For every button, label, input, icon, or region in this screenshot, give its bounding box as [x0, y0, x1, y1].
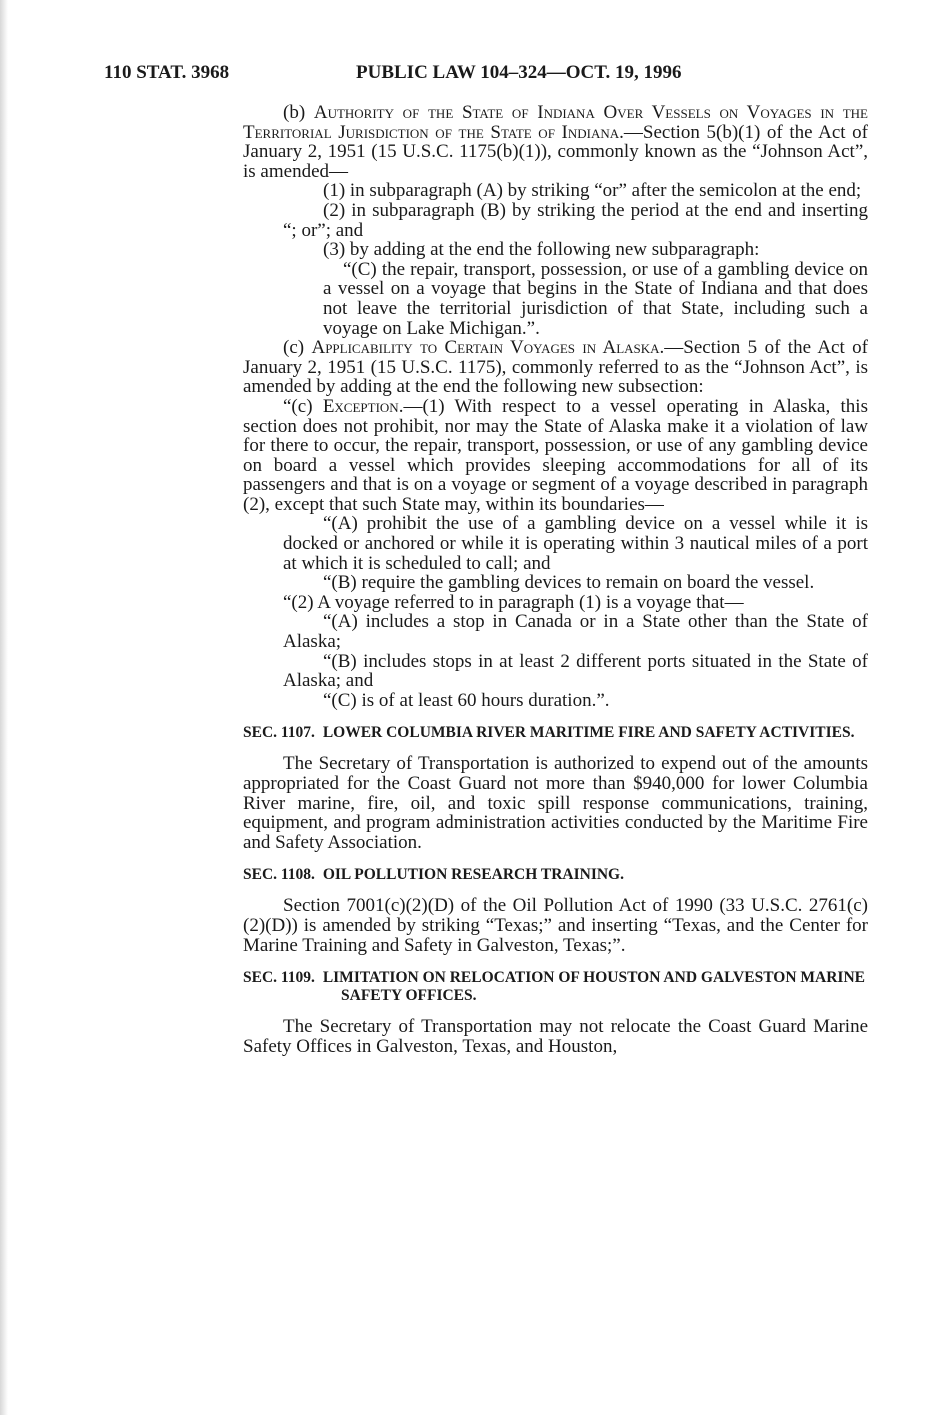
section-1108-number: SEC. 1108. — [243, 866, 315, 884]
section-1107-heading — [243, 724, 868, 742]
running-head — [104, 62, 864, 92]
exception-heading: Exception. — [322, 395, 404, 417]
section-1108-title: OIL POLLUTION RESEARCH TRAINING. — [322, 866, 624, 884]
subsection-c-exception — [243, 397, 868, 515]
public-law-citation: PUBLIC LAW 104–324—OCT. 19, 1996 — [356, 62, 682, 83]
clause-2A: “(A) includes a stop in Canada or in a State other than the State of Alaska; — [283, 611, 868, 653]
paragraph-c — [243, 338, 868, 397]
section-1109-title: LIMITATION ON RELOCATION OF HOUSTON AND GALVESTON MARINE SAFETY OFFICES. — [322, 969, 865, 1005]
paragraph-b3: (3) by adding at the end the following new subparagraph: — [323, 239, 760, 261]
paragraph-b1: (1) in subparagraph (A) by striking “or” after the semicolon at the end; — [323, 180, 862, 202]
paragraph-b-lead: (b) — [283, 102, 314, 123]
clause-1A: “(A) prohibit the use of a gambling device on a vessel while it is docked or anchored or while it is operating within 3 nautical miles of a port at which it is scheduled to call; and — [283, 513, 868, 574]
stat-page-number: 110 STAT. 3968 — [104, 62, 230, 83]
paragraph-c-heading: Applicability to Certain Voyages in Alaska. — [311, 337, 665, 359]
page-edge-shadow — [0, 0, 8, 1415]
section-1107-body: The Secretary of Transportation is authorized to expend out of the amounts appropriated for the Coast Guard not more than $940,000 for lower Columbia River marine, fire, oil, and toxic spill response communications, training, equipment, and program administration activities conducted by the Maritime Fire and Safety Association. — [243, 753, 868, 853]
section-1108-heading — [243, 866, 868, 884]
exception-text: —(1) With respect to a vessel operating in Alaska, this section does not prohibit, nor may the State of Alaska make it a violation of law for there to occur, the repair, transport, possession, or use of any gambling device on board a vessel which provides sleeping accommodations for all of its passengers and that is on a voyage or segment of a voyage described in paragraph (2), except that such State may, within its boundaries— — [243, 395, 868, 515]
paragraph-c-lead: (c) — [283, 337, 312, 359]
section-1109-heading — [243, 969, 868, 1005]
paragraph-b-text: —Section 5(b)(1) of the Act of January 2, 1951 (15 U.S.C. 1175(b)(1)), commonly known as the “Johnson Act”, is amended— — [243, 121, 868, 182]
clause-2B: “(B) includes stops in at least 2 different ports situated in the State of Alaska; and — [283, 650, 868, 692]
section-1107-number: SEC. 1107. — [243, 724, 315, 742]
paragraph-b3-quoted-subparagraph: “(C) the repair, transport, possession, or use of a gambling device on a vessel on a voyage that begins in the State of Indiana and that does not leave the territorial jurisdiction of that State, including such a voyage on Lake Michigan.”. — [323, 258, 868, 339]
exception-lead: “(c) — [283, 395, 323, 417]
section-1107-title: LOWER COLUMBIA RIVER MARITIME FIRE AND SAFETY ACTIVITIES. — [322, 724, 855, 742]
paragraph-c-text: —Section 5 of the Act of January 2, 1951 (15 U.S.C. 1175), commonly referred to as the “Johnson Act”, is amended by adding at the end the following new subsection: — [243, 337, 868, 398]
section-1108-body: Section 7001(c)(2)(D) of the Oil Pollution Act of 1990 (33 U.S.C. 2761(c)(2)(D)) is amended by striking “Texas;” and inserting “Texas, and the Center for Marine Training and Safety in Galveston, Texas;”. — [243, 895, 868, 956]
paragraph-c2: “(2) A voyage referred to in paragraph (1) is a voyage that— — [283, 591, 744, 613]
page-body — [243, 103, 868, 1056]
section-1109-body: The Secretary of Transportation may not relocate the Coast Guard Marine Safety Offices in Galveston, Texas, and Houston, — [243, 1016, 868, 1057]
paragraph-b2: (2) in subparagraph (B) by striking the period at the end and inserting “; or”; and — [283, 199, 868, 241]
paragraph-b — [243, 103, 868, 181]
clause-2C: “(C) is of at least 60 hours duration.”. — [323, 689, 610, 711]
paragraph-b-heading: Authority of the State of Indiana Over Vessels on Voyages in the Territorial Jurisdiction of the State of Indiana. — [243, 102, 868, 143]
section-1109-number: SEC. 1109. — [243, 969, 315, 987]
clause-1B: “(B) require the gambling devices to remain on board the vessel. — [323, 572, 815, 594]
